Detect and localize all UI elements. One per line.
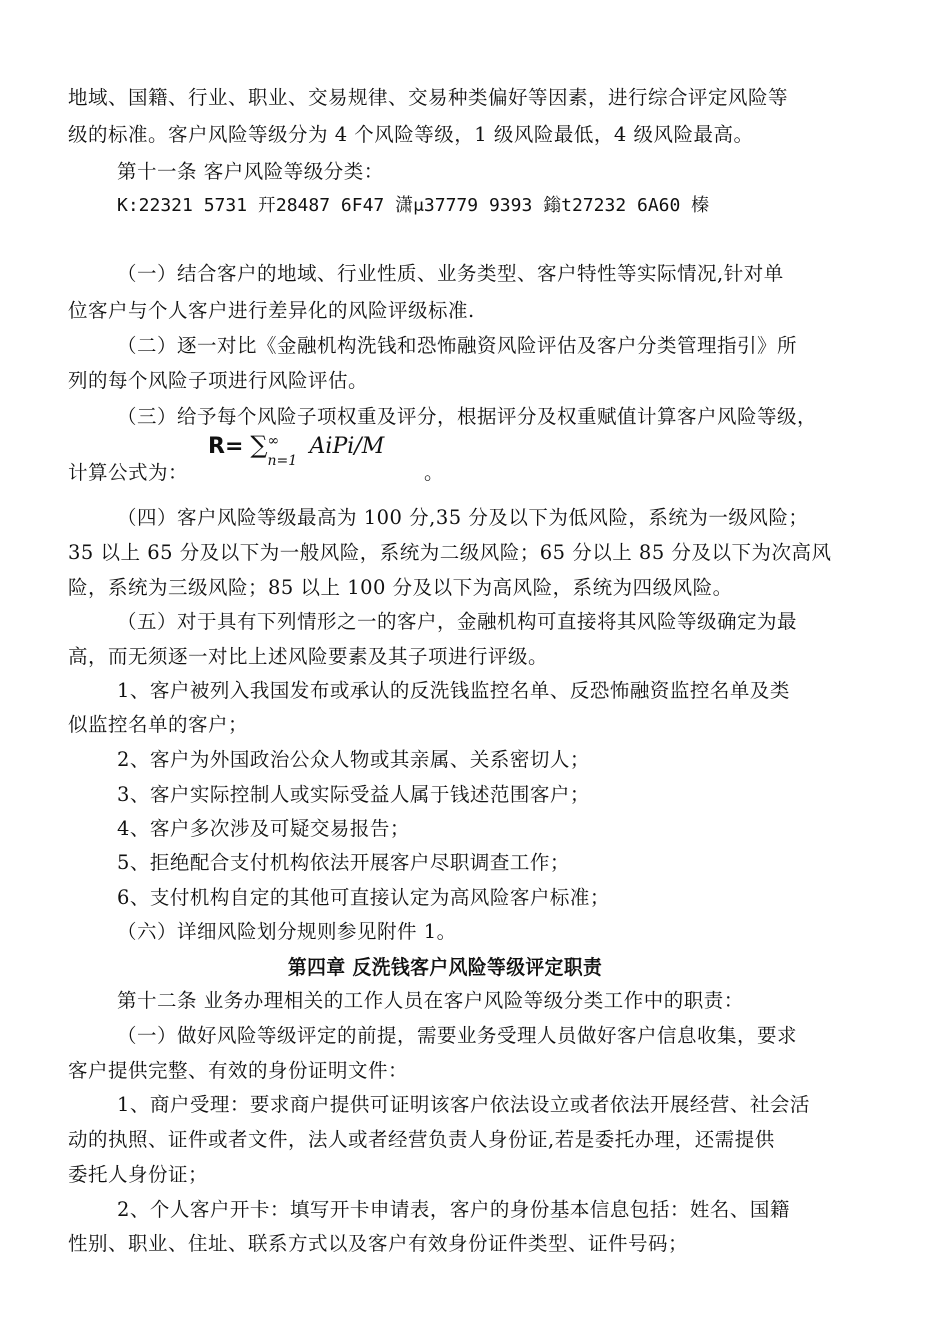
text-line: 计算公式为：: [68, 461, 189, 484]
risk-formula: [208, 430, 385, 469]
text-line: （二）逐一对比《金融机构洗钱和恐怖融资风险评估及客户分类管理指引》所: [117, 334, 798, 357]
list-item: 4、客户多次涉及可疑交易报告；: [117, 817, 410, 840]
garbled-text-line: K:22321 5731 幵28487 6F47 潇μ37779 9393 鎓t27232 6A60 榛: [117, 195, 710, 216]
text-line: （四）客户风险等级最高为 100 分,35 分及以下为低风险，系统为一级风险；: [117, 506, 809, 529]
article-11-title: 第十一条 客户风险等级分类：: [117, 160, 384, 183]
text-line: 似监控名单的客户；: [68, 713, 249, 736]
text-line: 客户提供完整、有效的身份证明文件：: [68, 1059, 409, 1082]
summation-symbol: ∑: [250, 431, 268, 459]
text-line: 委托人身份证；: [68, 1163, 209, 1186]
chapter-heading: 第四章 反洗钱客户风险等级评定职责: [287, 955, 603, 979]
text-line: 险，系统为三级风险；85 以上 100 分及以下为高风险，系统为四级风险。: [68, 576, 733, 599]
text-line: （三）给予每个风险子项权重及评分，根据评分及权重赋值计算客户风险等级，: [117, 405, 818, 428]
list-item: 2、客户为外国政治公众人物或其亲属、关系密切人；: [117, 748, 590, 771]
list-item: 6、支付机构自定的其他可直接认定为高风险客户标准；: [117, 886, 610, 909]
formula-period: 。: [424, 461, 444, 484]
text-line: 性别、职业、住址、联系方式以及客户有效身份证件类型、证件号码；: [68, 1232, 689, 1255]
formula-lhs: R=: [208, 434, 244, 459]
list-item: 3、客户实际控制人或实际受益人属于钱述范围客户；: [117, 783, 590, 806]
text-line: 高，而无须逐一对比上述风险要素及其子项进行评级。: [68, 645, 549, 668]
text-line: 级的标准。客户风险等级分为 4 个风险等级，1 级风险最低，4 级风险最高。: [68, 123, 754, 146]
summation-upper-limit: ∞: [267, 433, 280, 449]
text-line: 地域、国籍、行业、职业、交易规律、交易种类偏好等因素，进行综合评定风险等: [68, 86, 789, 109]
text-line: 位客户与个人客户进行差异化的风险评级标准.: [68, 299, 475, 322]
text-line: 动的执照、证件或者文件，法人或者经营负责人身份证,若是委托办理，还需提供: [68, 1128, 775, 1151]
summation-lower-limit: n=1: [267, 453, 298, 469]
text-line: （五）对于具有下列情形之一的客户，金融机构可直接将其风险等级确定为最: [117, 610, 798, 633]
article-12-title: 第十二条 业务办理相关的工作人员在客户风险等级分类工作中的职责：: [117, 989, 744, 1012]
text-line: （一）做好风险等级评定的前提，需要业务受理人员做好客户信息收集，要求: [117, 1024, 798, 1047]
text-line: （六）详细风险划分规则参见附件 1。: [117, 920, 457, 943]
text-line: 35 以上 65 分及以下为一般风险，系统为二级风险；65 分以上 85 分及以下为次高风: [68, 541, 832, 564]
list-item: 2、个人客户开卡：填写开卡申请表，客户的身份基本信息包括：姓名、国籍: [117, 1198, 790, 1221]
text-line: （一）结合客户的地域、行业性质、业务类型、客户特性等实际情况,针对单: [117, 262, 784, 285]
formula-expression: AiPi/M: [309, 434, 385, 459]
text-line: 列的每个风险子项进行风险评估。: [68, 369, 369, 392]
list-item: 5、拒绝配合支付机构依法开展客户尽职调查工作；: [117, 851, 570, 874]
list-item: 1、客户被列入我国发布或承认的反洗钱监控名单、反恐怖融资监控名单及类: [117, 679, 790, 702]
list-item: 1、商户受理：要求商户提供可证明该客户依法设立或者依法开展经营、社会活: [117, 1093, 810, 1116]
